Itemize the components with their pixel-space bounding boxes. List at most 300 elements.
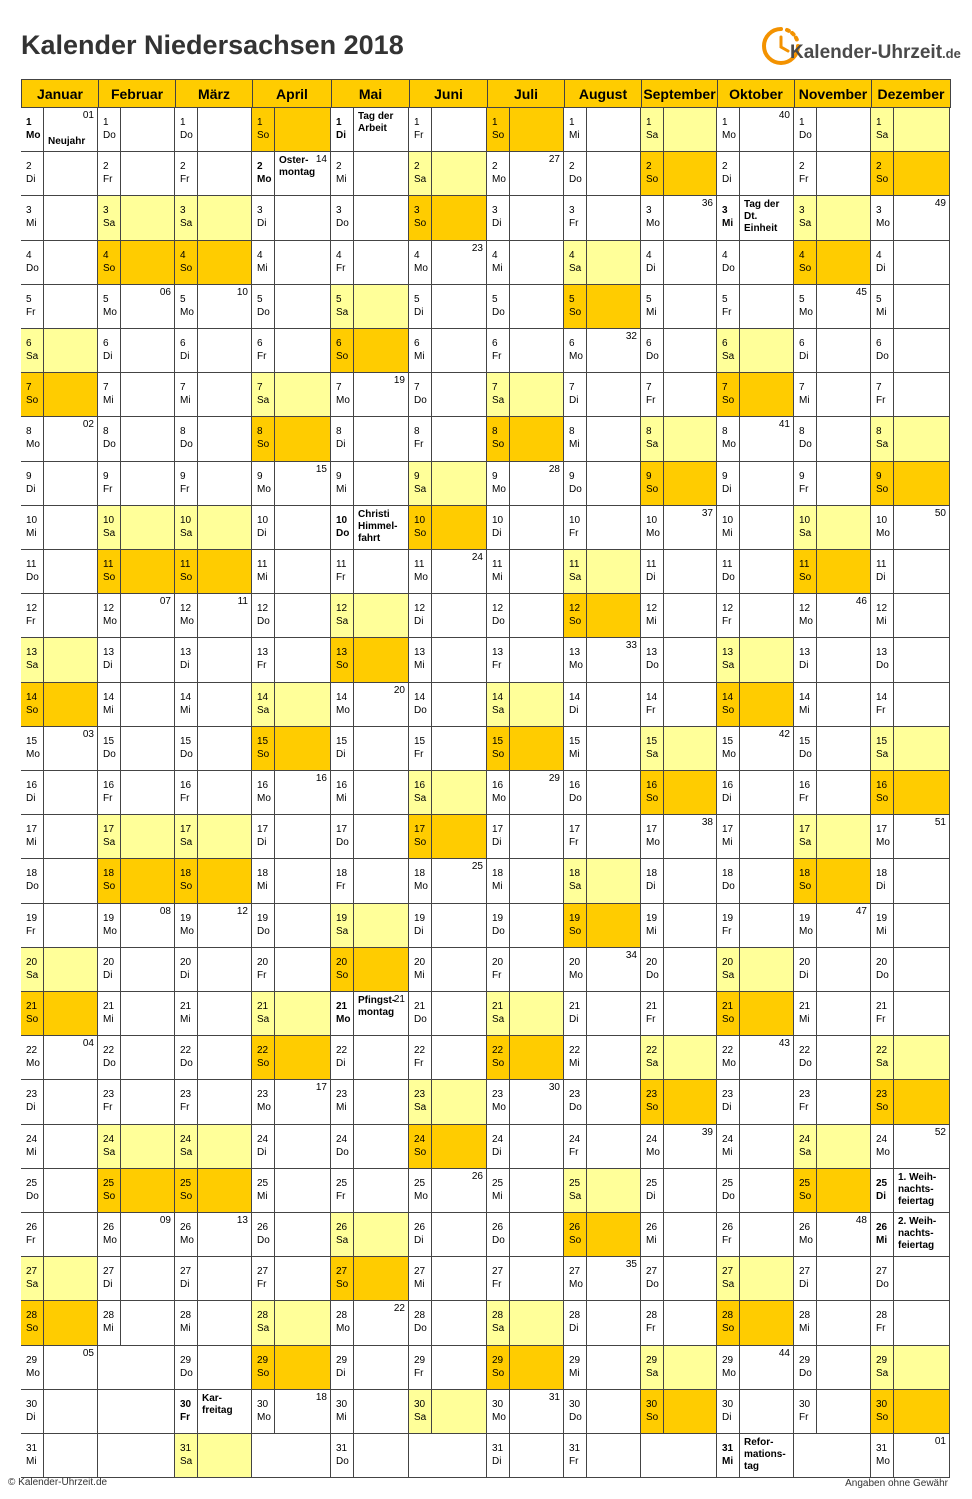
- day-number: 2: [180, 161, 186, 172]
- day-cell: [175, 1125, 252, 1169]
- day-number: 7: [492, 382, 498, 393]
- day-cell: [331, 550, 409, 594]
- weekday-label: So: [799, 881, 812, 892]
- weekday-label: Do: [257, 926, 270, 937]
- day-number: 28: [103, 1310, 115, 1321]
- weekday-label: Mi: [799, 705, 810, 716]
- day-number: 24: [26, 1134, 38, 1145]
- weekday-label: So: [492, 1368, 505, 1379]
- day-number: 13: [336, 647, 348, 658]
- weekday-label: Mi: [876, 1235, 888, 1246]
- weekday-label: Sa: [257, 1323, 270, 1334]
- day-cell: [409, 373, 487, 417]
- day-cell: [564, 1346, 641, 1390]
- weekday-label: Fr: [336, 1191, 346, 1202]
- weekday-label: So: [569, 1235, 582, 1246]
- day-cell: [331, 727, 409, 771]
- day-number: 14: [336, 692, 348, 703]
- day-cell: [641, 1080, 717, 1125]
- weekday-label: Do: [876, 660, 889, 671]
- day-number: 2: [492, 161, 498, 172]
- weekday-label: Fr: [722, 616, 732, 627]
- weekday-label: Di: [646, 572, 656, 583]
- empty-day-cell: [98, 1390, 175, 1434]
- day-number: 8: [26, 426, 32, 437]
- day-cell: [409, 462, 487, 506]
- day-number: 28: [26, 1310, 38, 1321]
- day-cell: [252, 1125, 331, 1169]
- day-cell: [564, 594, 641, 638]
- day-number: 14: [180, 692, 192, 703]
- day-cell: [487, 1125, 564, 1169]
- weekday-label: Mo: [180, 307, 194, 318]
- weekday-label: Fr: [799, 174, 809, 185]
- day-number: 23: [799, 1089, 811, 1100]
- weekday-label: Fr: [336, 572, 346, 583]
- day-number: 13: [799, 647, 811, 658]
- weekday-label: Mi: [257, 1191, 268, 1202]
- day-number: 22: [414, 1045, 426, 1056]
- day-cell: [871, 329, 950, 373]
- day-cell: [564, 462, 641, 506]
- day-cell: [21, 992, 98, 1036]
- day-cell: [252, 285, 331, 329]
- day-cell: [794, 1390, 871, 1434]
- day-cell: [641, 506, 717, 550]
- weekday-label: Mo: [414, 572, 428, 583]
- day-cell: [487, 859, 564, 904]
- day-cell: [641, 948, 717, 992]
- day-cell: [717, 1125, 794, 1169]
- day-cell: [175, 1390, 252, 1434]
- holiday-name: Tag der Dt. Einheit: [744, 199, 780, 234]
- day-cell: [331, 992, 409, 1036]
- day-number: 26: [103, 1222, 115, 1233]
- weekday-label: Di: [26, 793, 36, 804]
- day-cell: [409, 1036, 487, 1080]
- day-cell: [794, 727, 871, 771]
- day-cell: [252, 771, 331, 815]
- day-number: 28: [414, 1310, 426, 1321]
- weekday-label: Di: [492, 1147, 502, 1158]
- weekday-label: Fr: [646, 1323, 656, 1334]
- week-number: 01: [82, 110, 94, 121]
- weekday-label: Mo: [876, 837, 890, 848]
- day-cell: [487, 638, 564, 683]
- day-number: 15: [103, 736, 115, 747]
- day-number: 27: [876, 1266, 888, 1277]
- weekday-label: Do: [722, 263, 735, 274]
- weekday-label: Sa: [26, 351, 39, 362]
- weekday-label: Mi: [257, 881, 268, 892]
- weekday-label: Sa: [414, 484, 427, 495]
- day-number: 31: [722, 1443, 734, 1454]
- day-number: 8: [876, 426, 882, 437]
- day-number: 11: [257, 559, 268, 570]
- day-number: 5: [26, 294, 32, 305]
- day-cell: [871, 992, 950, 1036]
- day-cell: [871, 683, 950, 727]
- weekday-label: Sa: [103, 837, 116, 848]
- weekday-label: Sa: [414, 174, 427, 185]
- day-cell: [794, 1257, 871, 1301]
- weekday-label: Sa: [799, 218, 812, 229]
- day-cell: [21, 241, 98, 285]
- day-number: 18: [103, 868, 115, 879]
- day-number: 9: [180, 471, 186, 482]
- day-number: 28: [799, 1310, 811, 1321]
- weekday-label: Mi: [876, 616, 887, 627]
- weekday-label: Sa: [876, 130, 889, 141]
- day-cell: [409, 550, 487, 594]
- weekday-label: Do: [569, 1102, 582, 1113]
- day-number: 23: [336, 1089, 348, 1100]
- day-number: 23: [257, 1089, 269, 1100]
- day-cell: [175, 285, 252, 329]
- week-number: 11: [237, 596, 248, 607]
- day-number: 24: [569, 1134, 581, 1145]
- day-cell: [409, 1125, 487, 1169]
- weekday-label: Di: [799, 970, 809, 981]
- day-cell: [487, 683, 564, 727]
- weekday-label: Sa: [336, 307, 349, 318]
- day-cell: [21, 285, 98, 329]
- weekday-label: So: [414, 1147, 427, 1158]
- weekday-label: Mi: [722, 528, 733, 539]
- weekday-label: Mi: [569, 1368, 580, 1379]
- weekday-label: Di: [646, 263, 656, 274]
- day-number: 16: [799, 780, 811, 791]
- weekday-label: Do: [876, 351, 889, 362]
- day-number: 11: [103, 559, 114, 570]
- day-cell: [175, 859, 252, 904]
- day-cell: [641, 417, 717, 462]
- day-number: 12: [646, 603, 658, 614]
- day-cell: [175, 904, 252, 948]
- weekday-label: Fr: [257, 970, 267, 981]
- weekday-label: Mi: [414, 970, 425, 981]
- day-number: 7: [257, 382, 263, 393]
- day-number: 21: [722, 1001, 734, 1012]
- day-cell: [794, 1080, 871, 1125]
- weekday-label: So: [414, 218, 427, 229]
- day-cell: [21, 1169, 98, 1213]
- day-cell: [21, 948, 98, 992]
- weekday-label: Di: [722, 1412, 732, 1423]
- day-number: 6: [722, 338, 728, 349]
- day-number: 25: [257, 1178, 269, 1189]
- day-number: 25: [414, 1178, 426, 1189]
- weekday-label: Mi: [492, 572, 503, 583]
- day-number: 20: [180, 957, 192, 968]
- day-cell: [564, 1213, 641, 1257]
- day-cell: [794, 1346, 871, 1390]
- day-cell: [175, 506, 252, 550]
- day-number: 30: [492, 1399, 504, 1410]
- day-cell: [409, 241, 487, 285]
- day-cell: [487, 1080, 564, 1125]
- day-number: 29: [722, 1355, 734, 1366]
- day-cell: [487, 462, 564, 506]
- day-number: 15: [876, 736, 888, 747]
- day-number: 10: [876, 515, 888, 526]
- day-number: 3: [103, 205, 109, 216]
- weekday-label: So: [492, 1058, 505, 1069]
- weekday-label: Di: [646, 1191, 656, 1202]
- day-cell: [794, 152, 871, 196]
- day-number: 30: [26, 1399, 38, 1410]
- day-number: 26: [569, 1222, 581, 1233]
- day-cell: [717, 550, 794, 594]
- weekday-label: Di: [414, 307, 424, 318]
- day-cell: [641, 1169, 717, 1213]
- day-cell: [641, 815, 717, 859]
- weekday-label: So: [257, 439, 270, 450]
- weekday-label: So: [799, 263, 812, 274]
- day-cell: [409, 904, 487, 948]
- day-number: 21: [414, 1001, 426, 1012]
- weekday-label: Mi: [180, 705, 191, 716]
- weekday-label: So: [492, 749, 505, 760]
- day-cell: [564, 550, 641, 594]
- day-number: 27: [257, 1266, 269, 1277]
- weekday-label: Sa: [799, 528, 812, 539]
- day-cell: [331, 1257, 409, 1301]
- day-number: 23: [180, 1089, 192, 1100]
- day-cell: [21, 727, 98, 771]
- day-number: 9: [799, 471, 805, 482]
- day-number: 6: [646, 338, 652, 349]
- weekday-label: Fr: [180, 174, 190, 185]
- day-number: 13: [876, 647, 888, 658]
- weekday-label: Mi: [336, 1102, 347, 1113]
- weekday-label: Do: [646, 660, 659, 671]
- week-number: 15: [315, 464, 327, 475]
- weekday-label: So: [336, 970, 349, 981]
- day-number: 10: [414, 515, 426, 526]
- weekday-label: Mi: [26, 1147, 37, 1158]
- week-number: 30: [548, 1082, 560, 1093]
- day-cell: [717, 1434, 794, 1478]
- day-number: 7: [336, 382, 342, 393]
- day-cell: [409, 815, 487, 859]
- day-cell: [409, 1390, 487, 1434]
- day-number: 13: [569, 647, 581, 658]
- weekday-label: Di: [414, 926, 424, 937]
- day-number: 22: [26, 1045, 38, 1056]
- weekday-label: Do: [414, 395, 427, 406]
- day-cell: [871, 108, 950, 152]
- day-cell: [98, 1257, 175, 1301]
- day-cell: [871, 1301, 950, 1346]
- day-number: 22: [722, 1045, 734, 1056]
- day-cell: [794, 948, 871, 992]
- weekday-label: Do: [492, 307, 505, 318]
- day-cell: [717, 1213, 794, 1257]
- day-cell: [487, 1257, 564, 1301]
- day-cell: [717, 108, 794, 152]
- day-cell: [21, 1346, 98, 1390]
- holiday-name: 2. Weih- nachts- feiertag: [898, 1216, 937, 1251]
- day-number: 30: [257, 1399, 269, 1410]
- weekday-label: Do: [799, 1368, 812, 1379]
- day-number: 1: [722, 117, 728, 128]
- day-number: 29: [569, 1355, 581, 1366]
- weekday-label: Mo: [876, 1456, 890, 1467]
- day-number: 21: [569, 1001, 581, 1012]
- logo: [760, 22, 961, 74]
- day-number: 23: [103, 1089, 115, 1100]
- weekday-label: Sa: [257, 1014, 270, 1025]
- day-cell: [564, 1036, 641, 1080]
- day-cell: [717, 727, 794, 771]
- day-number: 21: [492, 1001, 504, 1012]
- day-number: 21: [257, 1001, 269, 1012]
- day-number: 7: [26, 382, 32, 393]
- day-cell: [21, 815, 98, 859]
- day-cell: [98, 462, 175, 506]
- day-number: 18: [257, 868, 269, 879]
- weekday-label: Mo: [722, 1058, 736, 1069]
- day-cell: [331, 506, 409, 550]
- day-cell: [794, 1301, 871, 1346]
- page-title: Kalender Niedersachsen 2018: [21, 30, 404, 60]
- day-cell: [871, 1257, 950, 1301]
- weekday-label: So: [257, 1058, 270, 1069]
- day-cell: [98, 373, 175, 417]
- weekday-label: Di: [180, 351, 190, 362]
- day-cell: [175, 329, 252, 373]
- day-number: 10: [569, 515, 581, 526]
- day-number: 26: [876, 1222, 888, 1233]
- weekday-label: Sa: [103, 218, 116, 229]
- weekday-label: So: [569, 926, 582, 937]
- week-number: 33: [625, 640, 637, 651]
- weekday-label: Di: [336, 439, 346, 450]
- weekday-label: Fr: [492, 1279, 502, 1290]
- weekday-label: Sa: [569, 881, 582, 892]
- day-number: 28: [569, 1310, 581, 1321]
- day-number: 20: [26, 957, 38, 968]
- day-number: 4: [336, 250, 342, 261]
- disclaimer-note: Angaben ohne Gewähr: [845, 1478, 948, 1489]
- weekday-label: So: [180, 263, 193, 274]
- day-number: 2: [799, 161, 805, 172]
- day-number: 31: [26, 1443, 38, 1454]
- day-cell: [717, 815, 794, 859]
- weekday-label: So: [492, 130, 505, 141]
- day-cell: [252, 373, 331, 417]
- week-number: 35: [625, 1259, 637, 1270]
- weekday-label: Di: [569, 705, 579, 716]
- day-number: 16: [646, 780, 658, 791]
- day-number: 1: [876, 117, 882, 128]
- weekday-label: Di: [336, 749, 346, 760]
- day-cell: [409, 1301, 487, 1346]
- day-number: 19: [336, 913, 348, 924]
- day-number: 7: [414, 382, 420, 393]
- weekday-label: Di: [722, 174, 732, 185]
- weekday-label: So: [646, 1102, 659, 1113]
- day-cell: [21, 1125, 98, 1169]
- day-number: 30: [722, 1399, 734, 1410]
- day-number: 28: [876, 1310, 888, 1321]
- day-cell: [871, 550, 950, 594]
- day-cell: [252, 859, 331, 904]
- day-cell: [641, 594, 717, 638]
- weekday-label: Di: [414, 1235, 424, 1246]
- day-cell: [331, 815, 409, 859]
- weekday-label: Di: [799, 660, 809, 671]
- weekday-label: Sa: [799, 1147, 812, 1158]
- day-number: 18: [799, 868, 811, 879]
- weekday-label: Mo: [799, 307, 813, 318]
- day-number: 26: [722, 1222, 734, 1233]
- holiday-name: Kar- freitag: [202, 1393, 233, 1416]
- week-number: 16: [315, 773, 327, 784]
- day-cell: [487, 1390, 564, 1434]
- weekday-label: So: [336, 1279, 349, 1290]
- week-number: 05: [82, 1348, 94, 1359]
- day-number: 17: [103, 824, 115, 835]
- day-cell: [409, 992, 487, 1036]
- weekday-label: Fr: [646, 395, 656, 406]
- day-number: 20: [799, 957, 811, 968]
- day-cell: [175, 241, 252, 285]
- day-number: 21: [26, 1001, 38, 1012]
- day-cell: [641, 638, 717, 683]
- weekday-label: Mo: [646, 528, 660, 539]
- day-cell: [641, 904, 717, 948]
- weekday-label: Do: [180, 1058, 193, 1069]
- day-number: 11: [799, 559, 810, 570]
- day-number: 17: [257, 824, 269, 835]
- week-number: 19: [393, 375, 405, 386]
- day-cell: [794, 285, 871, 329]
- weekday-label: Di: [180, 660, 190, 671]
- day-cell: [175, 1257, 252, 1301]
- day-cell: [331, 859, 409, 904]
- day-number: 12: [799, 603, 811, 614]
- month-header: Mai: [331, 79, 410, 108]
- day-cell: [794, 771, 871, 815]
- day-cell: [717, 683, 794, 727]
- day-cell: [564, 152, 641, 196]
- day-number: 3: [414, 205, 420, 216]
- week-number: 39: [701, 1127, 713, 1138]
- day-cell: [794, 506, 871, 550]
- weekday-label: Di: [569, 1014, 579, 1025]
- weekday-label: Mo: [414, 263, 428, 274]
- weekday-label: Fr: [722, 1235, 732, 1246]
- weekday-label: Do: [414, 705, 427, 716]
- day-number: 23: [876, 1089, 888, 1100]
- week-number: 10: [236, 287, 248, 298]
- day-cell: [564, 417, 641, 462]
- day-cell: [331, 373, 409, 417]
- week-number: 46: [855, 596, 867, 607]
- day-cell: [409, 417, 487, 462]
- day-cell: [331, 1390, 409, 1434]
- day-cell: [409, 1080, 487, 1125]
- day-cell: [717, 904, 794, 948]
- week-number: 17: [315, 1082, 327, 1093]
- day-number: 27: [722, 1266, 734, 1277]
- weekday-label: Sa: [492, 1014, 505, 1025]
- weekday-label: Mi: [492, 263, 503, 274]
- day-cell: [794, 992, 871, 1036]
- day-number: 27: [646, 1266, 658, 1277]
